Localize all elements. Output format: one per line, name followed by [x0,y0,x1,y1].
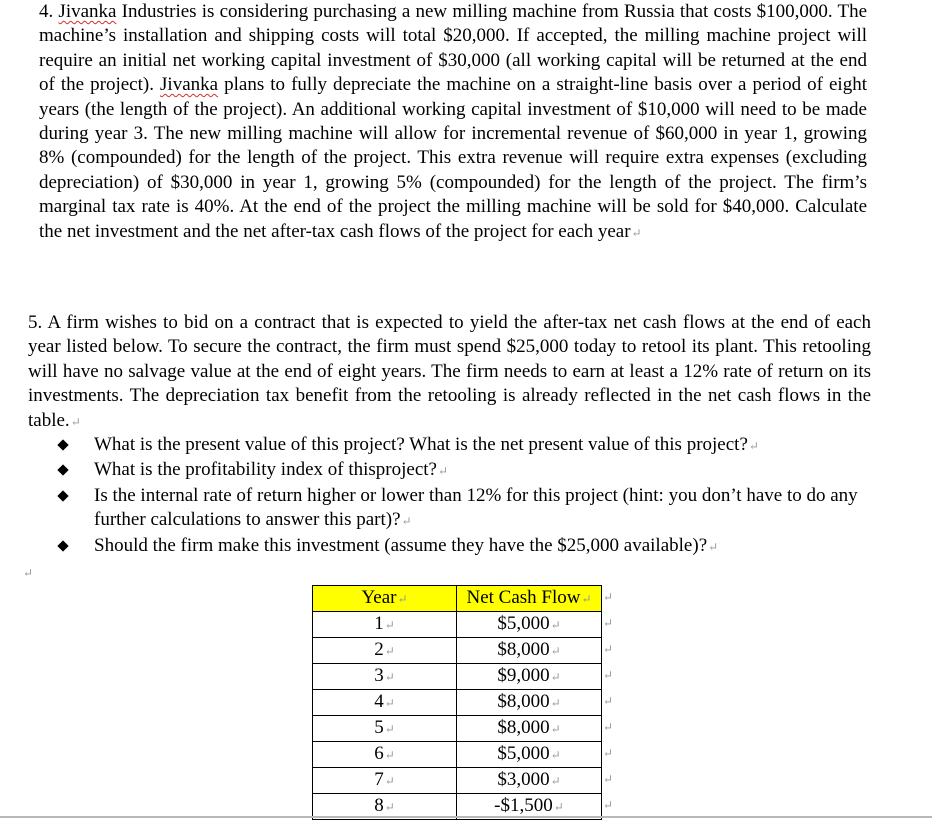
paragraph-mark-icon: ↵ [603,642,614,656]
list-item: What is the profitability index of thisproject?↵ [55,458,875,483]
paragraph-mark-icon: ↵ [631,225,642,240]
cash-flow-table [312,585,602,820]
problem-4-body-1: Industries is considering purchasing a new milling machine from Russia that costs $100,000. The machine’s installation and shipping costs will total $20,000. If accepted, the milling machine project will require an initial net working capital investment of $30,000 (all working capital will be returned at the end of the project). [39,1,868,96]
diamond-bullet-icon [57,490,68,501]
diamond-bullet-icon [57,439,68,450]
header-year: Year↵ [313,586,457,612]
problem-4-text [39,0,867,245]
paragraph-mark-icon: ↵ [748,439,759,453]
paragraph-mark-icon: ↵ [603,798,614,812]
table-row: 4↵ $8,000↵ [313,690,602,716]
paragraph-mark-icon: ↵ [581,592,592,606]
list-item: Should the firm make this investment (assume they have the $25,000 available)?↵ [55,534,875,559]
paragraph-mark-icon: ↵ [603,668,614,682]
paragraph-mark-icon: ↵ [437,464,449,479]
company-name: Jivanka [160,74,219,96]
question-list [55,433,875,559]
header-net-cash-flow: Net Cash Flow↵ [457,586,602,612]
diamond-bullet-icon [57,540,68,551]
paragraph-mark-icon: ↵ [397,592,408,606]
paragraph-mark-icon: ↵ [603,720,614,734]
problem-4-body-2: plans to fully depreciate the machine on a straight-line basis over a period of eight years (the length of the project). An additional working capital investment of $10,000 will need to be made during year 3. The new milling machine will allow for incremental revenue of $60,000 in year 1, growing 8% (compounded) for the length of the project. This extra revenue will require extra expenses (excluding depreciation) of $30,000 in year 1, growing 5% (compounded) for the length of the project. The firm’s marginal tax rate is 40%. At the end of the project the milling machine will be sold for $40,000. Calculate the net investment and the net after-tax cash flows of the project for each year [39,74,867,242]
table-row: 7↵ $3,000↵ [313,768,602,794]
table-row: 5↵ $8,000↵ [313,716,602,742]
paragraph-mark-icon: ↵ [70,414,81,429]
table-row: 1↵ $5,000↵ [313,612,602,638]
table-row: 2↵ $8,000↵ [313,638,602,664]
paragraph-mark-icon: ↵ [708,539,719,554]
table-row: 8↵ -$1,500↵ [313,794,602,820]
diamond-bullet-icon [57,465,68,476]
paragraph-mark-icon: ↵ [603,746,614,760]
table-row: 3↵ $9,000↵ [313,664,602,690]
paragraph-mark-icon: ↵ [603,694,614,708]
problem-5-body: 5. A firm wishes to bid on a contract that is expected to yield the after-tax net cash flows at the end of each year listed below. To secure the contract, the firm must spend $25,000 today to retool its plant. This retooling will have no salvage value at the end of eight years. The firm needs to earn at least a 12% rate of return on its investments. The depreciation tax benefit from the retooling is already reflected in the net cash flows in the table. [28,312,871,431]
page-edge-divider [0,816,932,818]
paragraph-mark-icon: ↵ [603,616,614,630]
company-name: Jivanka [58,1,117,22]
paragraph-mark-icon: ↵ [603,590,614,604]
paragraph-mark-icon: ↵ [23,566,34,580]
paragraph-mark-icon: ↵ [401,514,412,529]
list-item: Is the internal rate of return higher or lower than 12% for this project (hint: you don’t have to do any further calculations to answer this part)?↵ [55,484,875,534]
list-item: What is the present value of this project? What is the net present value of this project?↵ [55,433,875,458]
table-header-row [313,586,602,612]
problem-5-text [28,311,871,434]
problem-4-number: 4. [39,1,59,22]
paragraph-mark-icon: ↵ [603,772,614,786]
table-row: 6↵ $5,000↵ [313,742,602,768]
